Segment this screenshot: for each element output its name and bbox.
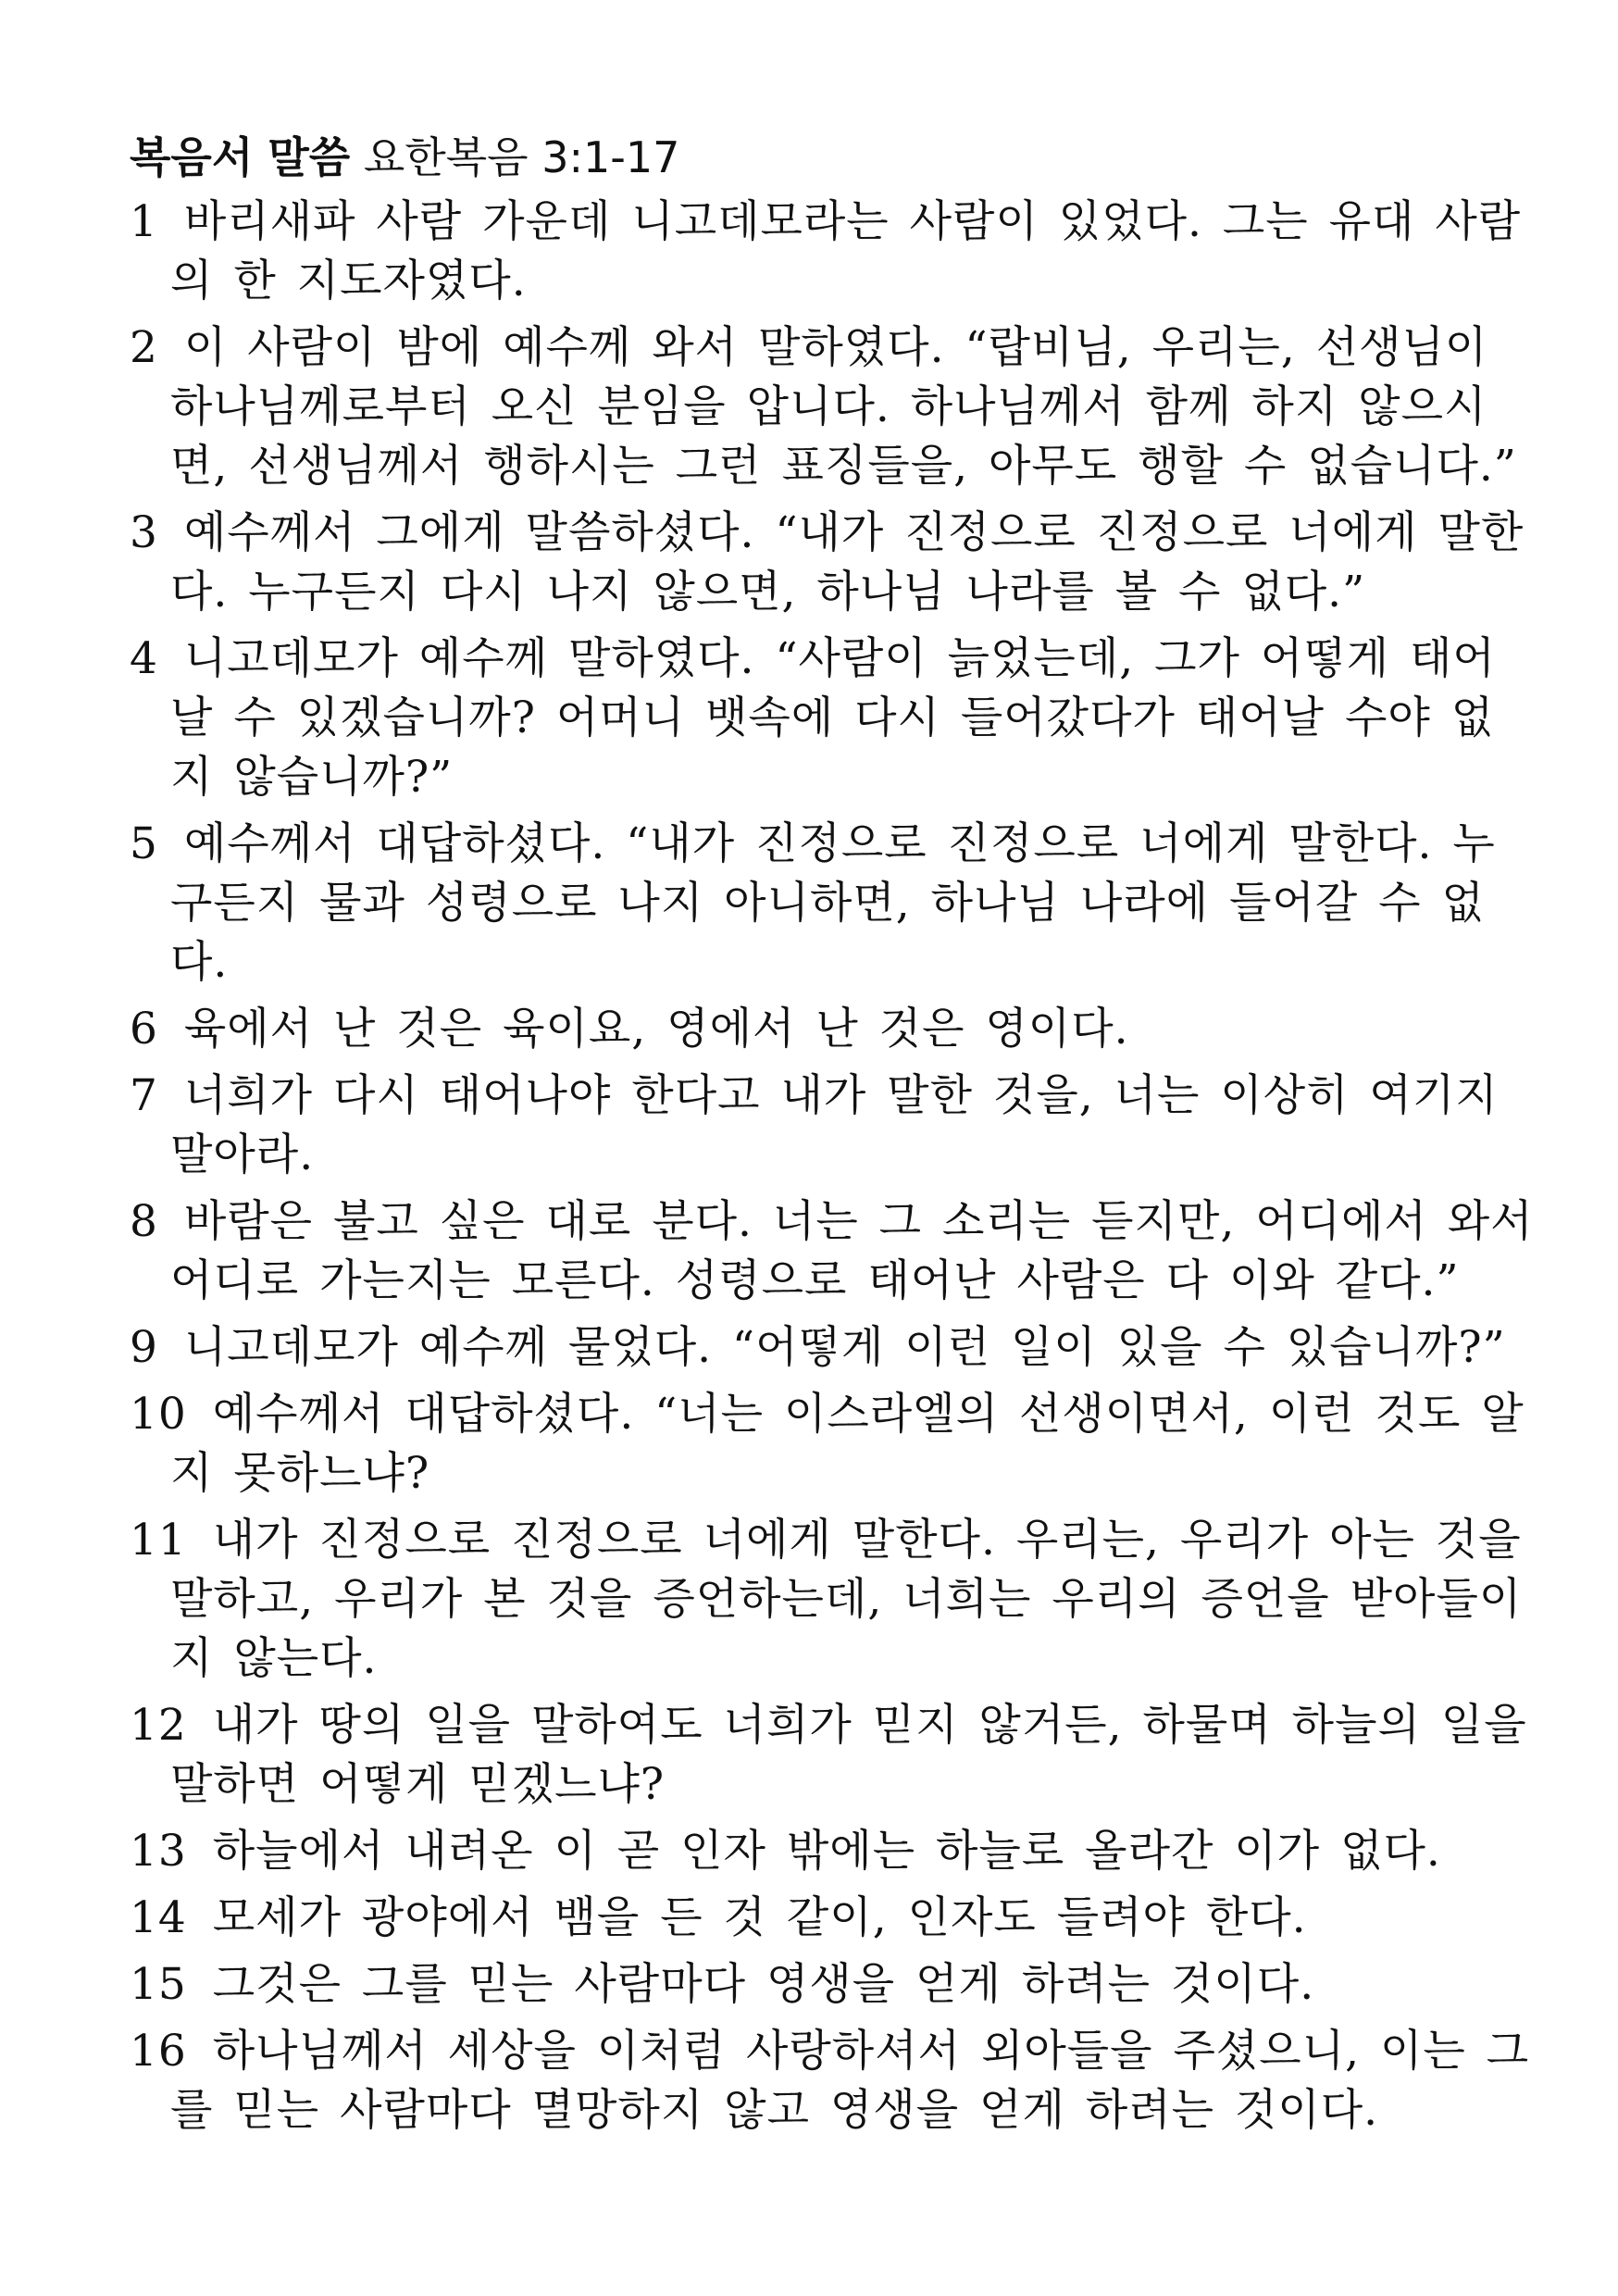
verse	[130, 1955, 1537, 2015]
verse	[130, 1696, 1537, 1815]
verse-text: 내가 진정으로 진정으로 너에게 말한다. 우리는, 우리가 아는 것을 말하고, 우리가 본 것을 증언하는데, 너희는 우리의 증언을 받아들이지 않는다.	[170, 1515, 1523, 1684]
heading-label: 복음서 말씀	[130, 132, 351, 182]
verse	[130, 1511, 1537, 1689]
verse-text: 모세가 광야에서 뱀을 든 것 같이, 인자도 들려야 한다.	[212, 1892, 1307, 1943]
page-heading	[130, 130, 1537, 185]
verse-text: 예수께서 대답하셨다. “내가 진정으로 진정으로 너에게 말한다. 누구든지 물과 성령으로 나지 아니하면, 하나님 나라에 들어갈 수 없다.	[170, 818, 1496, 988]
verse	[130, 1318, 1537, 1378]
verse-number: 14	[130, 1892, 187, 1943]
verse-number: 12	[130, 1700, 187, 1751]
verse-number: 11	[130, 1515, 187, 1566]
verse	[130, 1822, 1537, 1881]
verse	[130, 1067, 1537, 1185]
verse-number: 13	[130, 1826, 187, 1877]
verse-number: 9	[130, 1322, 158, 1373]
verse-text: 니고데모가 예수께 물었다. “어떻게 이런 일이 있을 수 있습니까?”	[183, 1322, 1506, 1373]
verse	[130, 1385, 1537, 1504]
verse-number: 10	[130, 1389, 187, 1440]
verse-text: 바리새파 사람 가운데 니고데모라는 사람이 있었다. 그는 유대 사람의 한 지도자였다.	[170, 196, 1522, 306]
heading-reference: 요한복음 3:1-17	[363, 132, 680, 182]
verse-number: 8	[130, 1196, 158, 1247]
verse	[130, 193, 1537, 311]
verse	[130, 1192, 1537, 1311]
verse-number: 16	[130, 2026, 187, 2077]
verse-text: 니고데모가 예수께 말하였다. “사람이 늙었는데, 그가 어떻게 태어날 수 있겠습니까? 어머니 뱃속에 다시 들어갔다가 태어날 수야 없지 않습니까?”	[170, 633, 1496, 803]
verse-text: 하늘에서 내려온 이 곧 인자 밖에는 하늘로 올라간 이가 없다.	[212, 1826, 1441, 1877]
verse-text: 예수께서 대답하셨다. “너는 이스라엘의 선생이면서, 이런 것도 알지 못하느냐?	[170, 1389, 1525, 1499]
verse-text: 육에서 난 것은 육이요, 영에서 난 것은 영이다.	[183, 1004, 1129, 1054]
verse-text: 내가 땅의 일을 말하여도 너희가 믿지 않거든, 하물며 하늘의 일을 말하면 어떻게 믿겠느냐?	[170, 1700, 1527, 1810]
verse-text: 하나님께서 세상을 이처럼 사랑하셔서 외아들을 주셨으니, 이는 그를 믿는 사람마다 멸망하지 않고 영생을 얻게 하려는 것이다.	[170, 2026, 1530, 2136]
verse-number: 5	[130, 818, 158, 869]
verse-list	[130, 193, 1537, 2140]
verse	[130, 318, 1537, 496]
verse-number: 4	[130, 633, 158, 684]
verse-text: 그것은 그를 믿는 사람마다 영생을 얻게 하려는 것이다.	[212, 1959, 1315, 2010]
verse	[130, 1889, 1537, 1948]
verse-number: 15	[130, 1959, 187, 2010]
verse-number: 3	[130, 507, 158, 558]
verse-number: 7	[130, 1070, 158, 1121]
verse-number: 2	[130, 322, 158, 373]
verse	[130, 504, 1537, 622]
verse-number: 1	[130, 196, 158, 247]
document-page	[130, 130, 1537, 2148]
verse	[130, 630, 1537, 807]
verse	[130, 2022, 1537, 2140]
verse-text: 예수께서 그에게 말씀하셨다. “내가 진정으로 진정으로 너에게 말한다. 누구든지 다시 나지 않으면, 하나님 나라를 볼 수 없다.”	[170, 507, 1525, 618]
verse-text: 이 사람이 밤에 예수께 와서 말하였다. “랍비님, 우리는, 선생님이 하나님께로부터 오신 분임을 압니다. 하나님께서 함께 하지 않으시면, 선생님께서 행하시는 그런 표징들을, 아무도 행할 수 없습니다.”	[170, 322, 1517, 492]
verse	[130, 815, 1537, 992]
verse-text: 너희가 다시 태어나야 한다고 내가 말한 것을, 너는 이상히 여기지 말아라.	[170, 1070, 1499, 1180]
verse-number: 6	[130, 1004, 158, 1054]
verse-text: 바람은 불고 싶은 대로 분다. 너는 그 소리는 듣지만, 어디에서 와서 어디로 가는지는 모른다. 성령으로 태어난 사람은 다 이와 같다.”	[170, 1196, 1534, 1306]
verse	[130, 1000, 1537, 1059]
